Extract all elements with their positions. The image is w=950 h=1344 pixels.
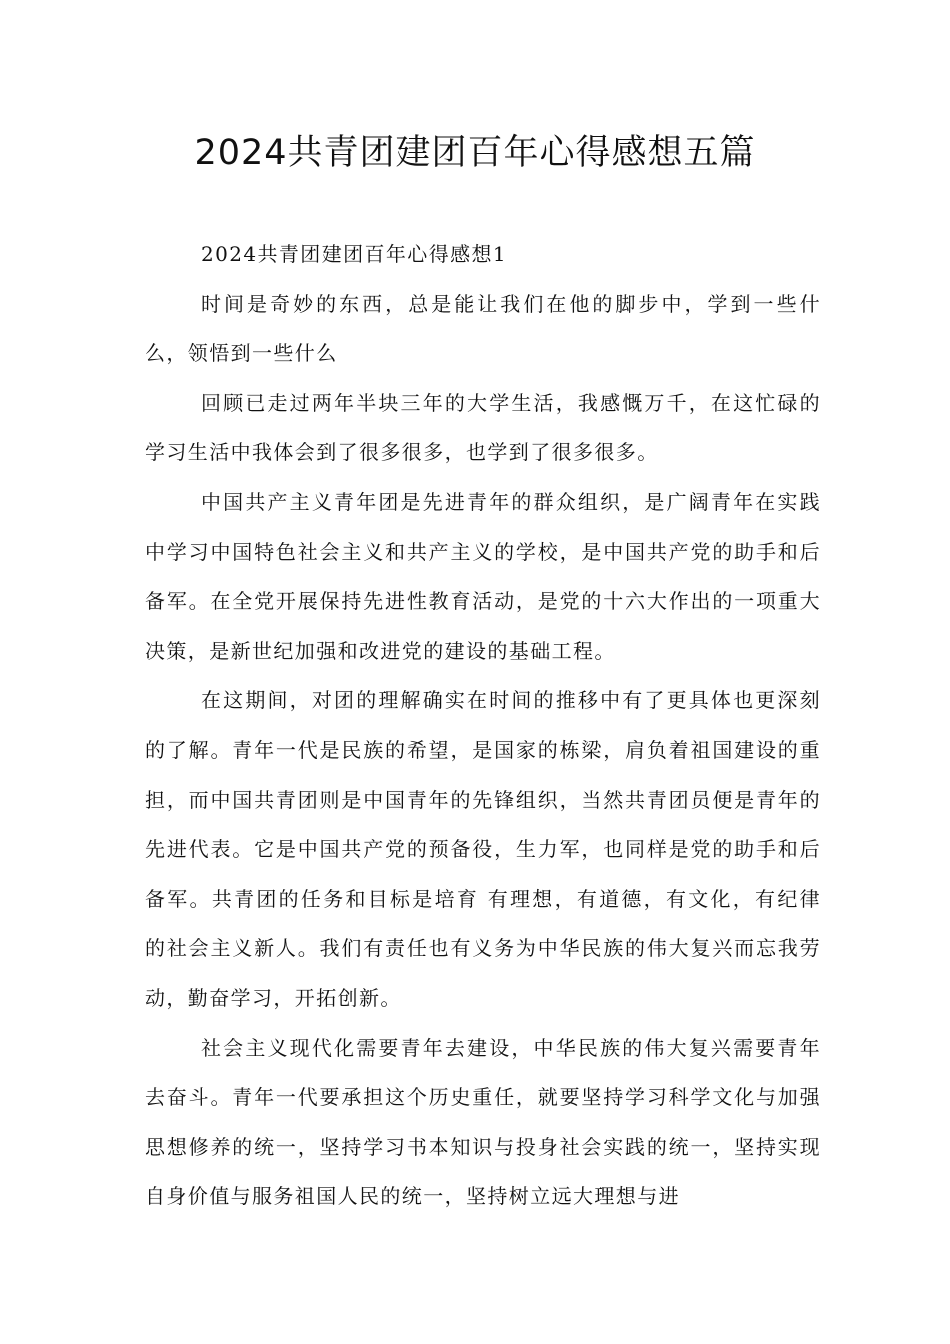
body-paragraph: 时间是奇妙的东西，总是能让我们在他的脚步中，学到一些什么，领悟到一些什么	[145, 291, 821, 366]
body-paragraph: 在这期间，对团的理解确实在时间的推移中有了更具体也更深刻的了解。青年一代是民族的希望，是国家的栋梁，肩负着祖国建设的重担，而中国共青团则是中国青年的先锋组织，当然共青团员便是青年的先进代表。它是中国共产党的预备役，生力军，也同样是党的助手和后备军。共青团的任务和目标是培育 有理想，有道德，有文化，有纪律 的社会主义新人。我们有责任也有义务为中华民族的伟大复兴而忘我劳动，勤奋学习，开拓创新。	[145, 688, 821, 1010]
subtitle-paragraph: 2024共青团建团百年心得感想1	[201, 242, 508, 266]
document-body	[145, 230, 821, 1222]
body-paragraph: 回顾已走过两年半块三年的大学生活，我感慨万千，在这忙碌的学习生活中我体会到了很多很多，也学到了很多很多。	[145, 390, 821, 465]
body-paragraph: 中国共产主义青年团是先进青年的群众组织，是广阔青年在实践中学习中国特色社会主义和共产主义的学校，是中国共产党的助手和后备军。在全党开展保持先进性教育活动，是党的十六大作出的一项重大决策，是新世纪加强和改进党的建设的基础工程。	[145, 489, 821, 663]
document-title: 2024共青团建团百年心得感想五篇	[194, 133, 756, 173]
body-paragraph: 社会主义现代化需要青年去建设，中华民族的伟大复兴需要青年去奋斗。青年一代要承担这个历史重任，就要坚持学习科学文化与加强思想修养的统一，坚持学习书本知识与投身社会实践的统一，坚持实现自身价值与服务祖国人民的统一，坚持树立远大理想与进	[145, 1035, 821, 1209]
